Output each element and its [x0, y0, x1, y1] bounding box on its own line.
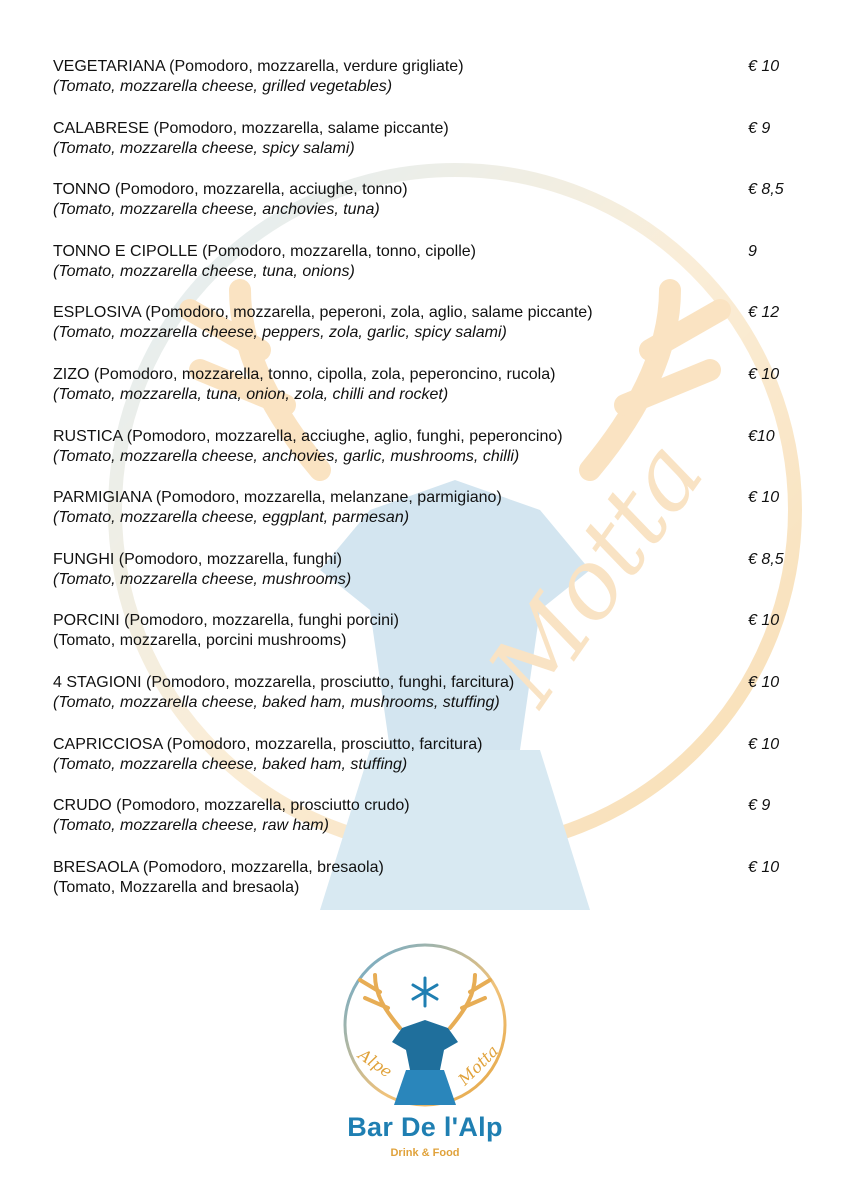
menu-item-name: ESPLOSIVA (Pomodoro, mozzarella, peperoni, zola, aglio, salame piccante) — [53, 304, 593, 322]
menu-item-description: (Tomato, mozzarella cheese, baked ham, mushrooms, stuffing) — [53, 693, 500, 711]
menu-item-price: 9 — [748, 242, 757, 260]
menu-item-name: VEGETARIANA (Pomodoro, mozzarella, verdure grigliate) — [53, 58, 464, 75]
menu-item-name: TONNO (Pomodoro, mozzarella, acciughe, tonno) — [53, 181, 408, 199]
menu-item — [53, 796, 813, 858]
menu-item — [53, 57, 813, 119]
menu-item-name: BRESAOLA (Pomodoro, mozzarella, bresaola) — [53, 858, 384, 876]
menu-item-name: FUNGHI (Pomodoro, mozzarella, funghi) — [53, 550, 342, 568]
pizza-menu-list — [53, 57, 813, 919]
ring-text-alpe: Alpe — [355, 1044, 396, 1082]
menu-item-name: RUSTICA (Pomodoro, mozzarella, acciughe, aglio, funghi, peperoncino) — [53, 427, 563, 445]
menu-item-description: (Tomato, mozzarella, porcini mushrooms) — [53, 632, 347, 650]
snowflake-icon — [413, 978, 437, 1006]
menu-item-description: (Tomato, mozzarella cheese, anchovies, garlic, mushrooms, chilli) — [53, 447, 520, 465]
menu-item-name: CALABRESE (Pomodoro, mozzarella, salame piccante) — [53, 119, 449, 137]
menu-item-price: € 12 — [748, 304, 780, 322]
menu-item — [53, 611, 813, 673]
menu-item — [53, 858, 813, 920]
menu-item-description: (Tomato, mozzarella cheese, baked ham, stuffing) — [53, 755, 408, 773]
menu-item-description: (Tomato, Mozzarella and bresaola) — [53, 878, 300, 896]
brand-name: Bar De l'Alp — [347, 1112, 503, 1142]
watermark-text: Motta — [467, 421, 726, 724]
ring-text-motta: Motta — [454, 1041, 503, 1089]
menu-item — [53, 365, 813, 427]
menu-item-price: € 10 — [748, 673, 780, 691]
menu-item-price: €10 — [748, 427, 775, 445]
menu-item-price: € 10 — [748, 612, 780, 630]
menu-item-description: (Tomato, mozzarella cheese, peppers, zola, garlic, spicy salami) — [53, 324, 507, 342]
menu-item-description: (Tomato, mozzarella cheese, tuna, onions) — [53, 262, 355, 280]
menu-item-description: (Tomato, mozzarella cheese, anchovies, tuna) — [53, 201, 380, 219]
menu-item-name: TONNO E CIPOLLE (Pomodoro, mozzarella, tonno, cipolle) — [53, 242, 476, 260]
menu-item-description: (Tomato, mozzarella cheese, eggplant, parmesan) — [53, 509, 410, 527]
menu-item-name: PORCINI (Pomodoro, mozzarella, funghi porcini) — [53, 612, 399, 630]
menu-item-price: € 10 — [748, 858, 780, 876]
menu-item-name: ZIZO (Pomodoro, mozzarella, tonno, cipolla, zola, peperoncino, rucola) — [53, 365, 556, 383]
menu-item — [53, 673, 813, 735]
menu-item-name: CRUDO (Pomodoro, mozzarella, prosciutto crudo) — [53, 797, 410, 815]
menu-item — [53, 550, 813, 612]
menu-item — [53, 303, 813, 365]
menu-item — [53, 242, 813, 304]
menu-item-name: CAPRICCIOSA (Pomodoro, mozzarella, prosciutto, farcitura) — [53, 735, 483, 753]
menu-item-price: € 10 — [748, 735, 780, 753]
menu-item-name: 4 STAGIONI (Pomodoro, mozzarella, prosciutto, funghi, farcitura) — [53, 673, 515, 691]
menu-item-description: (Tomato, mozzarella cheese, mushrooms) — [53, 570, 352, 588]
menu-item-description: (Tomato, mozzarella cheese, raw ham) — [53, 817, 329, 835]
menu-item — [53, 427, 813, 489]
menu-item-price: € 9 — [748, 797, 771, 815]
menu-item-price: € 9 — [748, 119, 771, 137]
menu-item-price: € 10 — [748, 58, 780, 75]
menu-item-price: € 8,5 — [748, 550, 784, 568]
menu-item-price: € 10 — [748, 489, 780, 507]
menu-item-price: € 8,5 — [748, 181, 784, 199]
menu-item — [53, 735, 813, 797]
menu-item — [53, 180, 813, 242]
menu-item — [53, 488, 813, 550]
menu-item-description: (Tomato, mozzarella cheese, spicy salami) — [53, 139, 355, 157]
menu-item — [53, 119, 813, 181]
menu-item-description: (Tomato, mozzarella, tuna, onion, zola, chilli and rocket) — [53, 385, 449, 403]
menu-item-description: (Tomato, mozzarella cheese, grilled vegetables) — [53, 78, 393, 95]
menu-item-price: € 10 — [748, 365, 780, 383]
brand-tagline: Drink & Food — [390, 1147, 460, 1159]
menu-item-name: PARMIGIANA (Pomodoro, mozzarella, melanzane, parmigiano) — [53, 489, 502, 507]
